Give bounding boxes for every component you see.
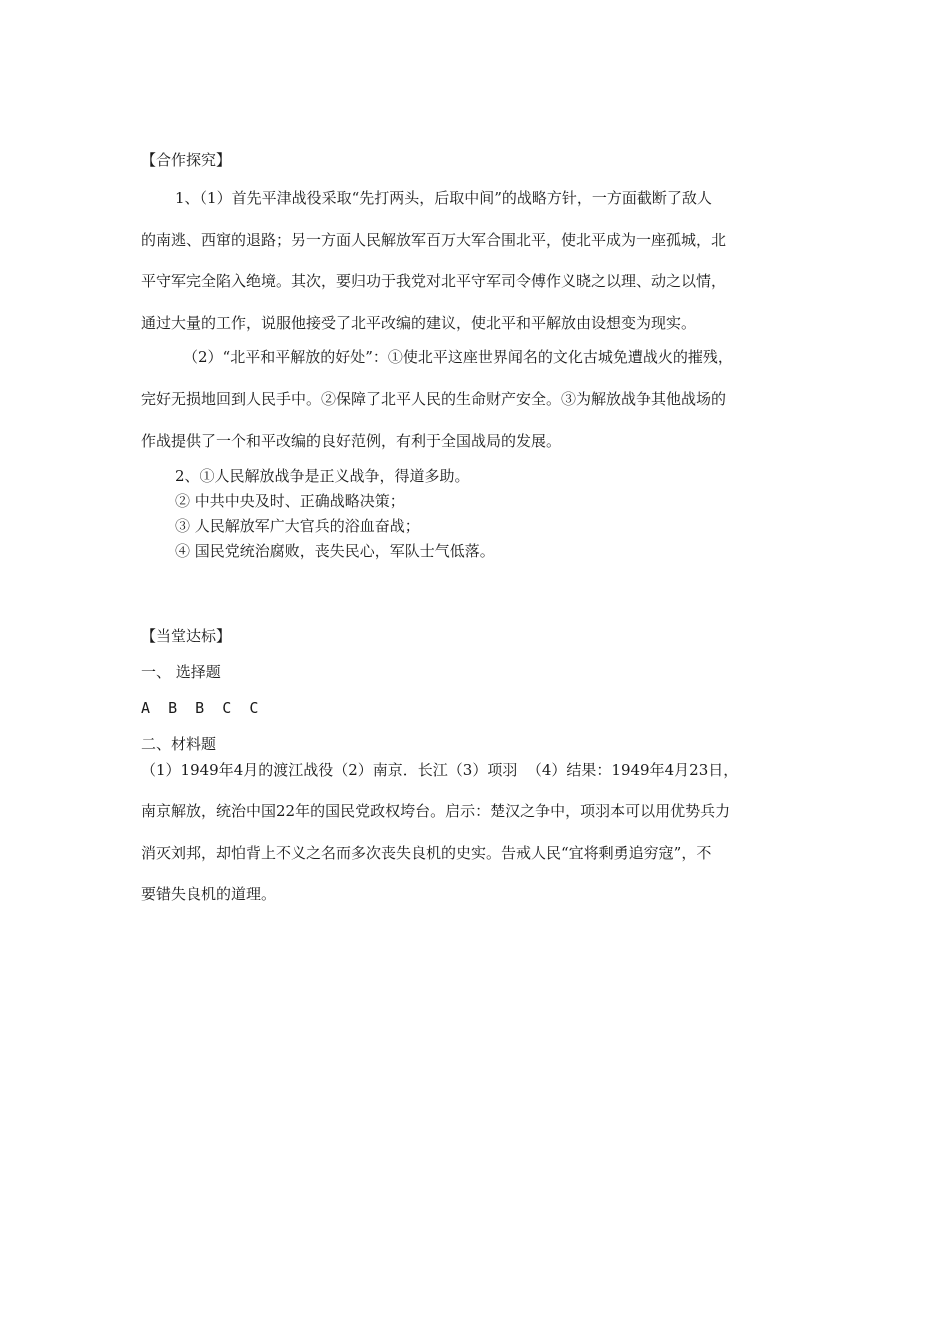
q1-part1-line-4: 通过大量的工作，说服他接受了北平改编的建议，使北平和平解放由设想变为现实。 bbox=[141, 314, 697, 332]
material-line-3: 消灭刘邦，却怕背上不义之名而多次丧失良机的史实。告戒人民“宜将剩勇追穷寇”，不 bbox=[141, 844, 712, 862]
material-section-title: 二、材料题 bbox=[141, 735, 217, 753]
q1-part2-line-1: （2）“北平和平解放的好处”：①使北平这座世界闻名的文化古城免遭战火的摧残， bbox=[183, 348, 733, 366]
q2-line-4: ④ 国民党统治腐败，丧失民心，军队士气低落。 bbox=[175, 542, 495, 560]
q1-part1-line-1: 1、（1）首先平津战役采取“先打两头，后取中间”的战略方针，一方面截断了敌人 bbox=[175, 189, 712, 207]
material-line-2: 南京解放，统治中国22年的国民党政权垮台。启示：楚汉之争中，项羽本可以用优势兵力 bbox=[141, 802, 731, 820]
material-line-4: 要错失良机的道理。 bbox=[141, 885, 277, 903]
q1-part2-line-3: 作战提供了一个和平改编的良好范例，有利于全国战局的发展。 bbox=[141, 432, 562, 450]
choice-section-title: 一、 选择题 bbox=[141, 663, 221, 681]
heading-cooperative-inquiry: 【合作探究】 bbox=[141, 151, 232, 169]
q1-part2-line-2: 完好无损地回到人民手中。②保障了北平人民的生命财产安全。③为解放战争其他战场的 bbox=[141, 390, 727, 408]
q2-line-1: 2、①人民解放战争是正义战争，得道多助。 bbox=[175, 467, 470, 485]
q2-line-2: ② 中共中央及时、正确战略决策； bbox=[175, 492, 405, 510]
heading-classroom-test: 【当堂达标】 bbox=[141, 627, 232, 645]
material-line-1: （1）1949年4月的渡江战役（2）南京．长江（3）项羽 （4）结果：1949年4月23日， bbox=[141, 761, 739, 779]
choice-answers: A B B C C bbox=[141, 699, 259, 717]
q1-part1-line-3: 平守军完全陷入绝境。其次，要归功于我党对北平守军司令傅作义晓之以理、动之以情， bbox=[141, 272, 727, 290]
q2-line-3: ③ 人民解放军广大官兵的浴血奋战； bbox=[175, 517, 420, 535]
q1-part1-line-2: 的南逃、西窜的退路；另一方面人民解放军百万大军合围北平，使北平成为一座孤城，北 bbox=[141, 231, 727, 249]
